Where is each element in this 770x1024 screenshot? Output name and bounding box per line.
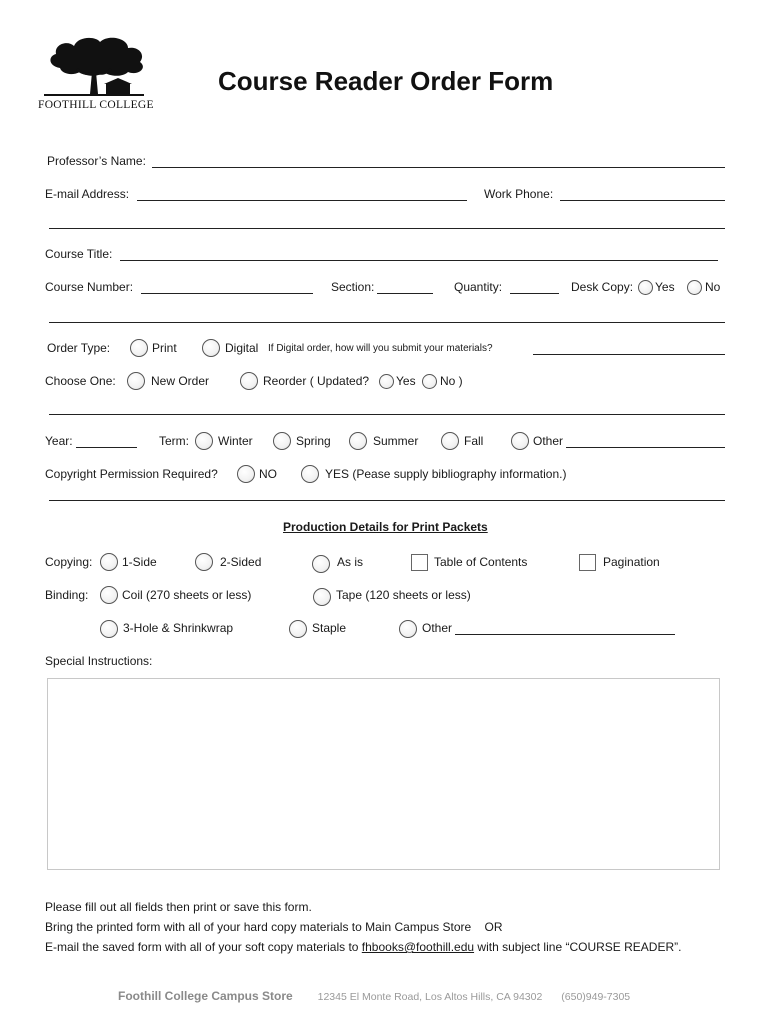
- divider: [49, 414, 725, 415]
- pagination-checkbox[interactable]: [579, 554, 596, 571]
- desk-copy-no-label: No: [705, 280, 721, 294]
- order-type-digital-label: Digital: [225, 341, 259, 355]
- copying-1-side-radio[interactable]: [100, 553, 118, 571]
- digital-submission-field[interactable]: [533, 343, 725, 355]
- updated-no-radio[interactable]: [422, 374, 437, 389]
- binding-tape-label: Tape (120 sheets or less): [336, 588, 471, 602]
- copying-as-is-radio[interactable]: [312, 555, 330, 573]
- quantity-label: Quantity:: [454, 280, 503, 294]
- course-number-field[interactable]: [141, 282, 313, 294]
- binding-other-field[interactable]: [455, 623, 675, 635]
- footer-phone: (650)949-7305: [561, 991, 631, 1003]
- digital-question-label: If Digital order, how will you submit your materials?: [268, 343, 493, 354]
- term-label: Term:: [159, 434, 189, 448]
- instruction-line-3-post: with subject line “COURSE READER”.: [477, 940, 682, 954]
- course-title-field[interactable]: [120, 249, 718, 261]
- binding-other-label: Other: [422, 621, 453, 635]
- instruction-line-2: Bring the printed form with all of your hard copy materials to Main Campus Store OR: [45, 920, 503, 934]
- copying-2-sided-label: 2-Sided: [220, 555, 262, 569]
- copyright-label: Copyright Permission Required?: [45, 467, 218, 481]
- binding-staple-label: Staple: [312, 621, 347, 635]
- footer-store-name: Foothill College Campus Store: [118, 989, 293, 1003]
- term-winter-label: Winter: [218, 434, 253, 448]
- copyright-yes-radio[interactable]: [301, 465, 319, 483]
- year-field[interactable]: [76, 436, 137, 448]
- order-type-label: Order Type:: [47, 341, 111, 355]
- order-type-print-radio[interactable]: [130, 339, 148, 357]
- course-title-label: Course Title:: [45, 247, 113, 261]
- binding-coil-radio[interactable]: [100, 586, 118, 604]
- instruction-line-3-pre: E-mail the saved form with all of your soft copy materials to: [45, 940, 359, 954]
- desk-copy-no-radio[interactable]: [687, 280, 702, 295]
- instruction-line-3: [45, 940, 681, 954]
- copyright-yes-label: YES (Pease supply bibliography information.): [325, 467, 567, 481]
- desk-copy-yes-label: Yes: [655, 280, 675, 294]
- desk-copy-yes-radio[interactable]: [638, 280, 653, 295]
- special-instructions-label: Special Instructions:: [45, 654, 153, 668]
- table-of-contents-checkbox[interactable]: [411, 554, 428, 571]
- term-summer-radio[interactable]: [349, 432, 367, 450]
- section-label: Section:: [331, 280, 375, 294]
- pagination-label: Pagination: [603, 555, 660, 569]
- quantity-field[interactable]: [510, 282, 559, 294]
- copying-2-sided-radio[interactable]: [195, 553, 213, 571]
- work-phone-field[interactable]: [560, 189, 725, 201]
- course-number-label: Course Number:: [45, 280, 134, 294]
- oak-tree-logo: [38, 34, 162, 100]
- binding-staple-radio[interactable]: [289, 620, 307, 638]
- special-instructions-textarea[interactable]: [47, 678, 720, 870]
- email-label: E-mail Address:: [45, 187, 130, 201]
- binding-tape-radio[interactable]: [313, 588, 331, 606]
- updated-no-label: No ): [440, 374, 463, 388]
- college-logo: [38, 34, 162, 114]
- production-heading: Production Details for Print Packets: [283, 520, 488, 534]
- divider: [49, 228, 725, 229]
- updated-yes-label: Yes: [396, 374, 416, 388]
- choose-one-label: Choose One:: [45, 374, 116, 388]
- year-label: Year:: [45, 434, 73, 448]
- store-email-link[interactable]: fhbooks@foothill.edu: [361, 940, 475, 954]
- divider: [49, 500, 725, 501]
- term-spring-radio[interactable]: [273, 432, 291, 450]
- order-type-print-label: Print: [152, 341, 177, 355]
- term-winter-radio[interactable]: [195, 432, 213, 450]
- email-field[interactable]: [137, 189, 467, 201]
- binding-3-hole-label: 3-Hole & Shrinkwrap: [123, 621, 234, 635]
- term-fall-radio[interactable]: [441, 432, 459, 450]
- reorder-label: Reorder ( Updated?: [263, 374, 370, 388]
- divider: [49, 322, 725, 323]
- updated-yes-radio[interactable]: [379, 374, 394, 389]
- new-order-label: New Order: [151, 374, 210, 388]
- copyright-no-radio[interactable]: [237, 465, 255, 483]
- professor-name-label: Professor’s Name:: [47, 154, 146, 168]
- desk-copy-label: Desk Copy:: [571, 280, 634, 294]
- binding-coil-label: Coil (270 sheets or less): [122, 588, 252, 602]
- work-phone-label: Work Phone:: [484, 187, 554, 201]
- reorder-radio[interactable]: [240, 372, 258, 390]
- table-of-contents-label: Table of Contents: [434, 555, 528, 569]
- new-order-radio[interactable]: [127, 372, 145, 390]
- college-logo-text: FOOTHILL COLLEGE: [38, 99, 154, 111]
- copying-1-side-label: 1-Side: [122, 555, 157, 569]
- binding-3-hole-radio[interactable]: [100, 620, 118, 638]
- instruction-line-1: Please fill out all fields then print or save this form.: [45, 900, 312, 914]
- term-spring-label: Spring: [296, 434, 331, 448]
- term-summer-label: Summer: [373, 434, 419, 448]
- term-fall-label: Fall: [464, 434, 484, 448]
- copying-as-is-label: As is: [337, 555, 364, 569]
- copying-label: Copying:: [45, 555, 93, 569]
- term-other-radio[interactable]: [511, 432, 529, 450]
- binding-other-radio[interactable]: [399, 620, 417, 638]
- order-type-digital-radio[interactable]: [202, 339, 220, 357]
- section-field[interactable]: [377, 282, 433, 294]
- term-other-label: Other: [533, 434, 564, 448]
- copyright-no-label: NO: [259, 467, 277, 481]
- footer-address: 12345 El Monte Road, Los Altos Hills, CA 94302: [317, 991, 543, 1003]
- footer: [118, 989, 630, 1003]
- professor-name-field[interactable]: [152, 156, 725, 168]
- binding-label: Binding:: [45, 588, 89, 602]
- term-other-field[interactable]: [566, 436, 725, 448]
- page-title: Course Reader Order Form: [218, 66, 554, 96]
